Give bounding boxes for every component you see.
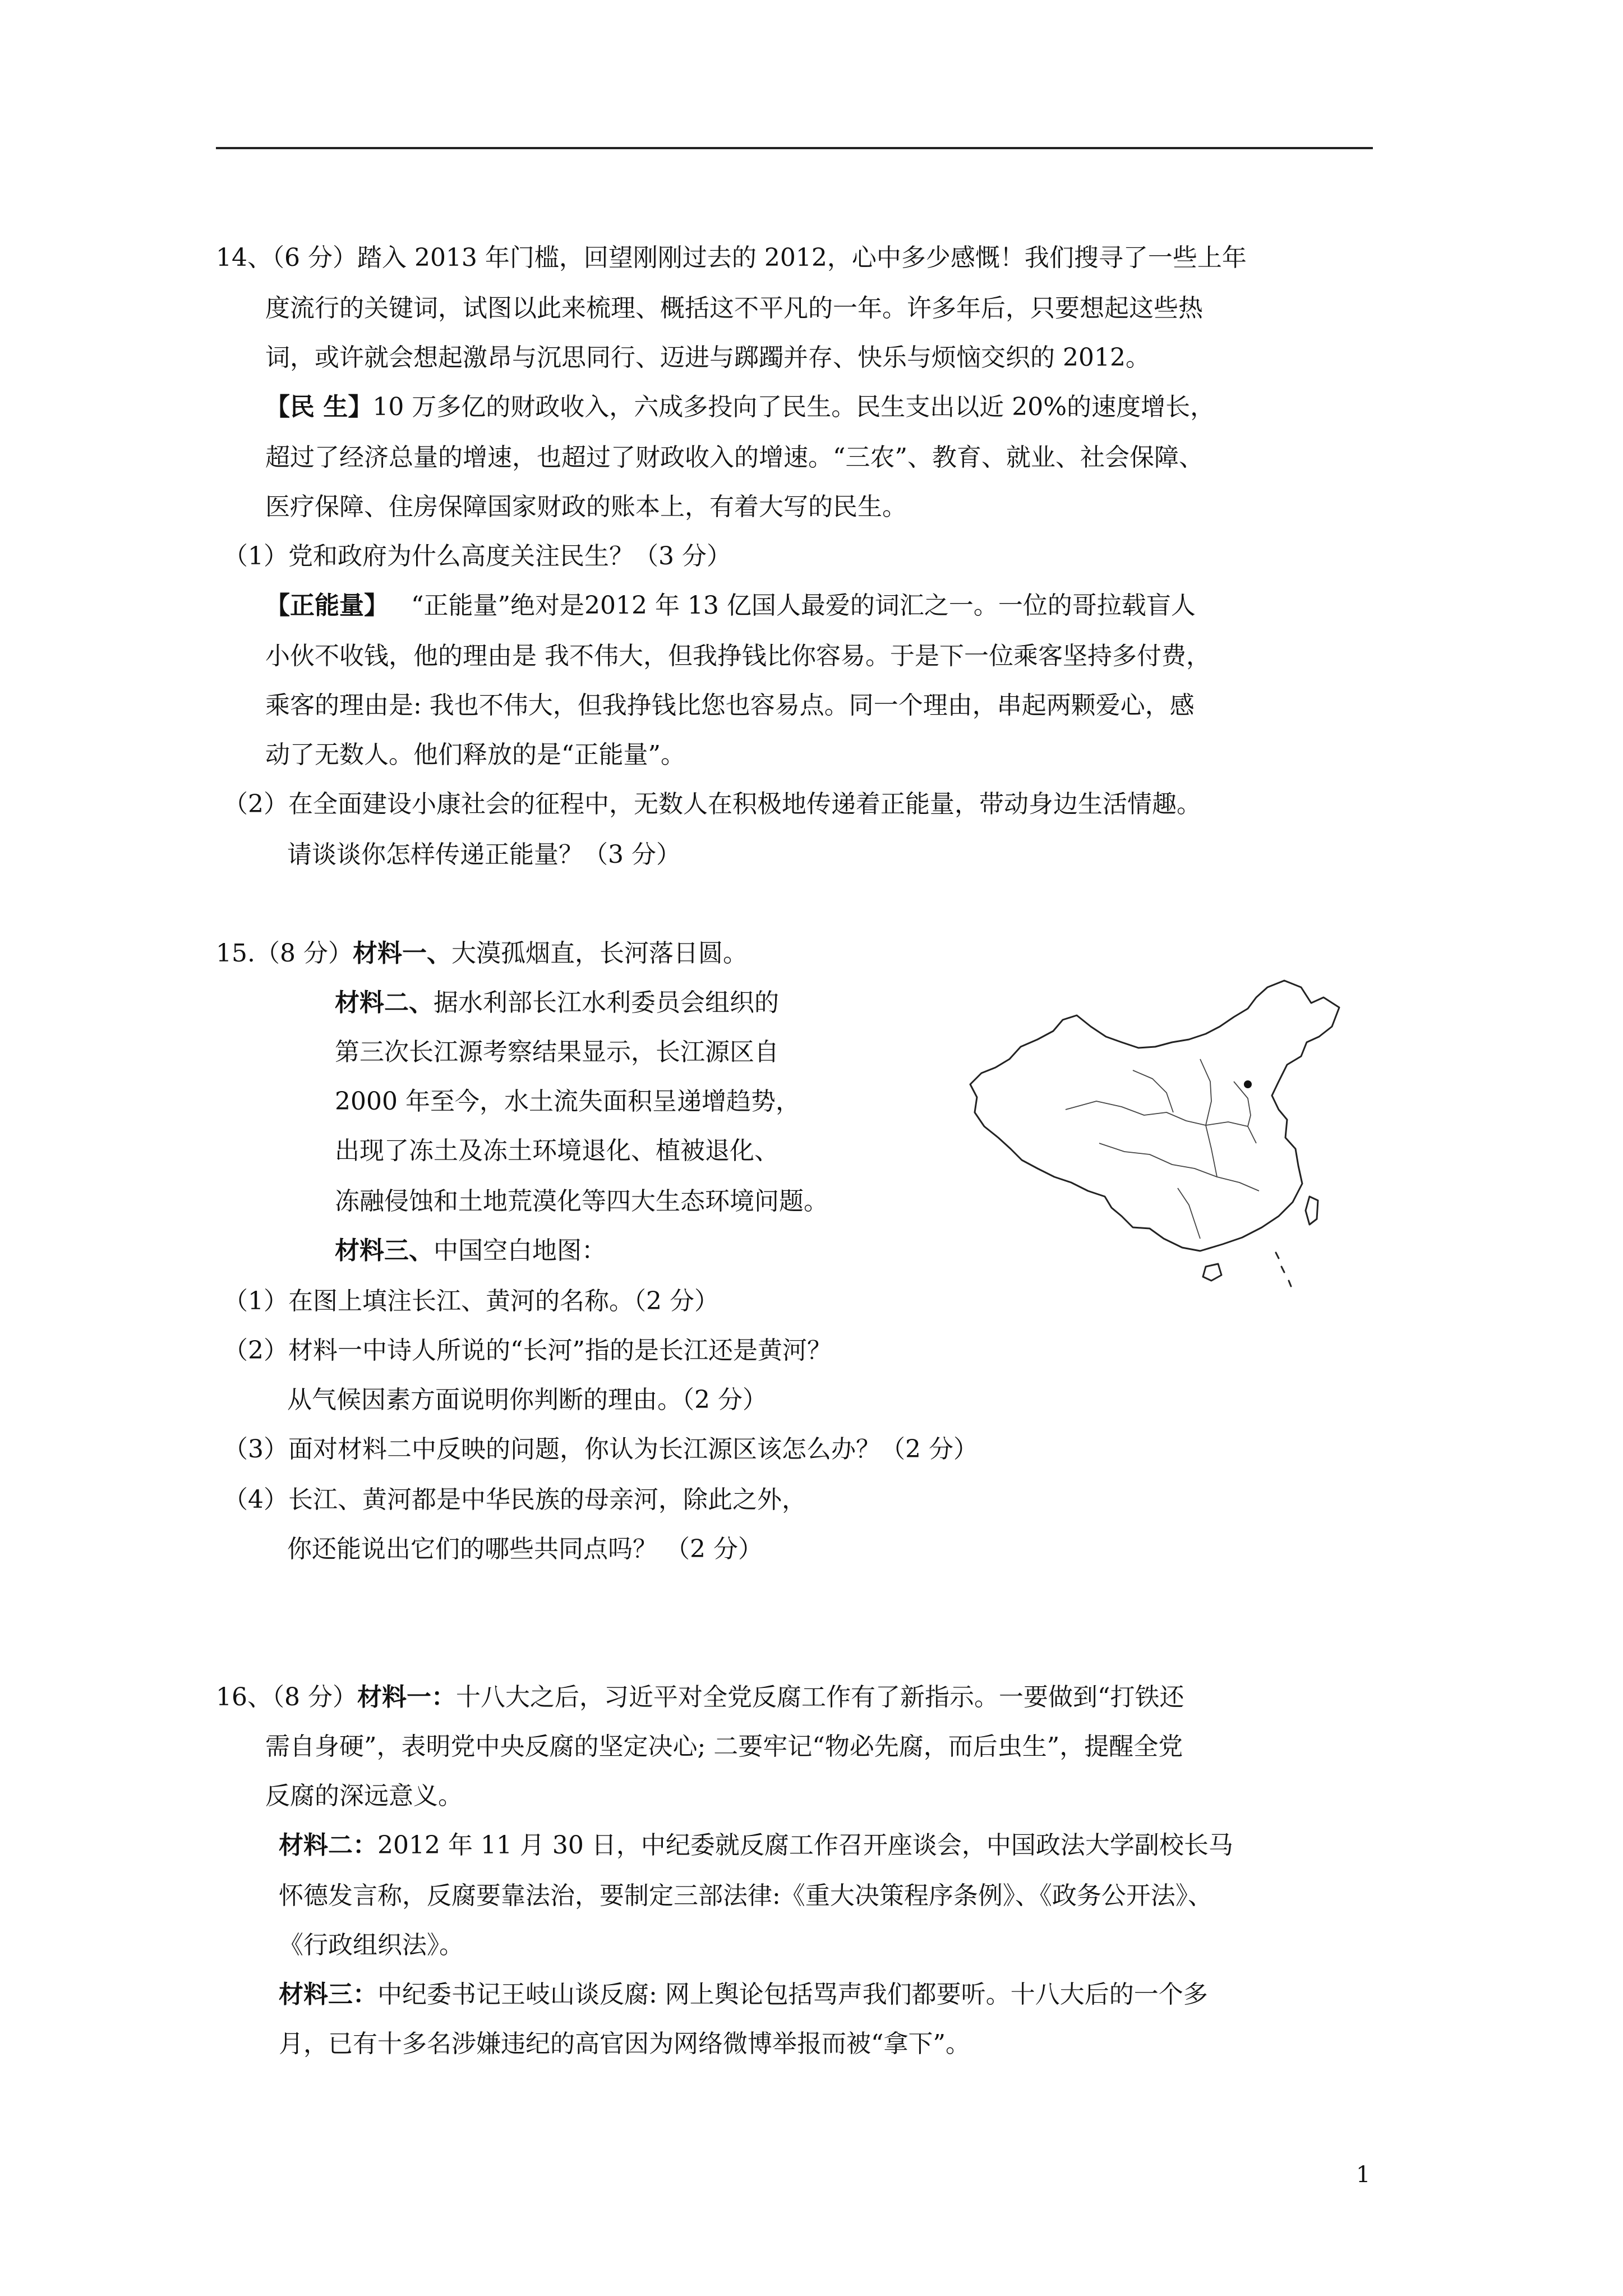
page-number: 1: [1356, 2162, 1371, 2188]
q15-question-4-line-2: 你还能说出它们的哪些共同点吗？ （2 分）: [287, 1535, 763, 1563]
south-sea-dashes: [1276, 1253, 1291, 1286]
q15-material-3-line: [335, 1234, 606, 1268]
q15-line-1: [216, 937, 748, 970]
q14-line-1: 14、（6 分）踏入 2013 年门槛，回望刚刚过去的 2012，心中多少感慨！我们搜寻了一些上年: [216, 243, 1247, 272]
q14-line-2: 度流行的关键词，试图以此来梳理、概括这不平凡的一年。许多年后，只要想起这些热: [265, 294, 1203, 323]
q15-material-1-text: 大漠孤烟直，长河落日圆。: [451, 939, 748, 968]
q15-material-2-line-4: 出现了冻土及冻土环境退化、植被退化、: [335, 1137, 779, 1165]
q16-material-2-text-1: 2012 年 11 月 30 日，中纪委就反腐工作召开座谈会，中国政法大学副校长马: [377, 1831, 1233, 1860]
province-border-4: [1200, 1059, 1217, 1177]
q16-material-2-line-3: 《行政组织法》。: [279, 1931, 464, 1959]
province-border-5: [1234, 1082, 1256, 1143]
q16-material-2-label: 材料二：: [279, 1831, 377, 1860]
q15-question-2-line-1: （2）材料一中诗人所说的“长河”指的是长江还是黄河？: [223, 1336, 832, 1365]
province-border-1: [1066, 1101, 1248, 1126]
q15-question-1: （1）在图上填注长江、黄河的名称。（2 分）: [223, 1287, 719, 1315]
province-border-6: [1178, 1188, 1200, 1239]
q16-material-3-line-1: [279, 1978, 1208, 2012]
minsheng-line-2: 超过了经济总量的增速，也超过了财政收入的增速。“三农”、教育、就业、社会保障、: [265, 443, 1204, 472]
q15-material-2-line-2: 第三次长江源考察结果显示，长江源区自: [335, 1038, 779, 1066]
header-rule: [216, 147, 1373, 149]
china-blank-map: [965, 975, 1371, 1300]
minsheng-line-1: [265, 390, 1215, 424]
hainan-outline: [1203, 1264, 1221, 1281]
minsheng-text-1: 10 万多亿的财政收入，六成多投向了民生。民生支出以近 20%的速度增长，: [372, 393, 1215, 421]
q16-material-3-label: 材料三：: [279, 1980, 377, 2009]
q16-intro: 16、（8 分）: [216, 1683, 357, 1711]
minsheng-line-3: 医疗保障、住房保障国家财政的账本上，有着大写的民生。: [265, 493, 907, 521]
q14-question-2-line-1: （2）在全面建设小康社会的征程中，无数人在积极地传递着正能量，带动身边生活情趣。: [223, 790, 1201, 818]
q15-material-2-line-5: 冻融侵蚀和土地荒漠化等四大生态环境问题。: [335, 1187, 828, 1216]
q15-material-2-text-1: 据水利部长江水利委员会组织的: [434, 988, 779, 1017]
q15-intro: 15.（8 分）: [216, 939, 353, 968]
taiwan-outline: [1306, 1197, 1318, 1225]
q15-material-3-label: 材料三、: [335, 1236, 434, 1265]
q15-material-2-line-3: 2000 年至今，水土流失面积呈递增趋势，: [335, 1087, 800, 1116]
q14-question-1: （1）党和政府为什么高度关注民生？（3 分）: [223, 542, 731, 570]
q14-line-3: 词，或许就会想起激昂与沉思同行、迈进与踯躅并存、快乐与烦恼交织的 2012。: [265, 343, 1150, 372]
q16-material-1-line-3: 反腐的深远意义。: [265, 1782, 463, 1810]
minsheng-tag: 【民 生】: [265, 393, 373, 421]
zhengnengliang-line-4: 动了无数人。他们释放的是“正能量”。: [265, 740, 685, 769]
zhengnengliang-text-1: “正能量”绝对是2012 年 13 亿国人最爱的词汇之一。一位的哥拉载盲人: [411, 591, 1196, 620]
zhengnengliang-line-2: 小伙不收钱，他的理由是 我不伟大，但我挣钱比你容易。于是下一位乘客坚持多付费，: [265, 642, 1211, 670]
province-border-3: [1133, 1070, 1173, 1112]
q16-material-1-label: 材料一：: [357, 1683, 456, 1711]
q15-material-3-text: 中国空白地图：: [434, 1236, 606, 1265]
q16-material-3-text-1: 中纪委书记王岐山谈反腐: 网上舆论包括骂声我们都要听。十八大后的一个多: [377, 1980, 1208, 2009]
q16-material-2-line-1: [279, 1829, 1233, 1862]
q15-material-2-label: 材料二、: [335, 988, 434, 1017]
q16-material-1-line-2: 需自身硬”，表明党中央反腐的坚定决心; 二要牢记“物必先腐，而后虫生”，提醒全党: [265, 1732, 1183, 1761]
q15-question-2-line-2: 从气候因素方面说明你判断的理由。（2 分）: [287, 1386, 767, 1414]
q15-question-4-line-1: （4）长江、黄河都是中华民族的母亲河，除此之外，: [223, 1485, 806, 1514]
china-outline: [970, 981, 1339, 1251]
beijing-mark: [1244, 1080, 1252, 1088]
zhengnengliang-line-1: [265, 589, 1196, 623]
q15-material-1-label: 材料一、: [352, 939, 451, 968]
q15-question-3: （3）面对材料二中反映的问题，你认为长江源区该怎么办？（2 分）: [223, 1435, 978, 1464]
q14-question-2-line-2: 请谈谈你怎样传递正能量？（3 分）: [287, 840, 681, 869]
q16-material-1-text-1: 十八大之后，习近平对全党反腐工作有了新指示。一要做到“打铁还: [455, 1683, 1184, 1711]
zhengnengliang-line-3: 乘客的理由是: 我也不伟大，但我挣钱比您也容易点。同一个理由，串起两颗爱心，感: [265, 691, 1195, 720]
q16-material-2-line-2: 怀德发言称，反腐要靠法治，要制定三部法律:《重大决策程序条例》、《政务公开法》、: [279, 1881, 1212, 1910]
zhengnengliang-tag: 【正能量】: [265, 591, 389, 620]
q16-material-3-line-2: 月，已有十多名涉嫌违纪的高官因为网络微博举报而被“拿下”。: [279, 2030, 970, 2058]
q15-material-2-line-1: [335, 986, 779, 1020]
province-border-2: [1099, 1143, 1259, 1191]
q16-line-1: [216, 1681, 1184, 1714]
